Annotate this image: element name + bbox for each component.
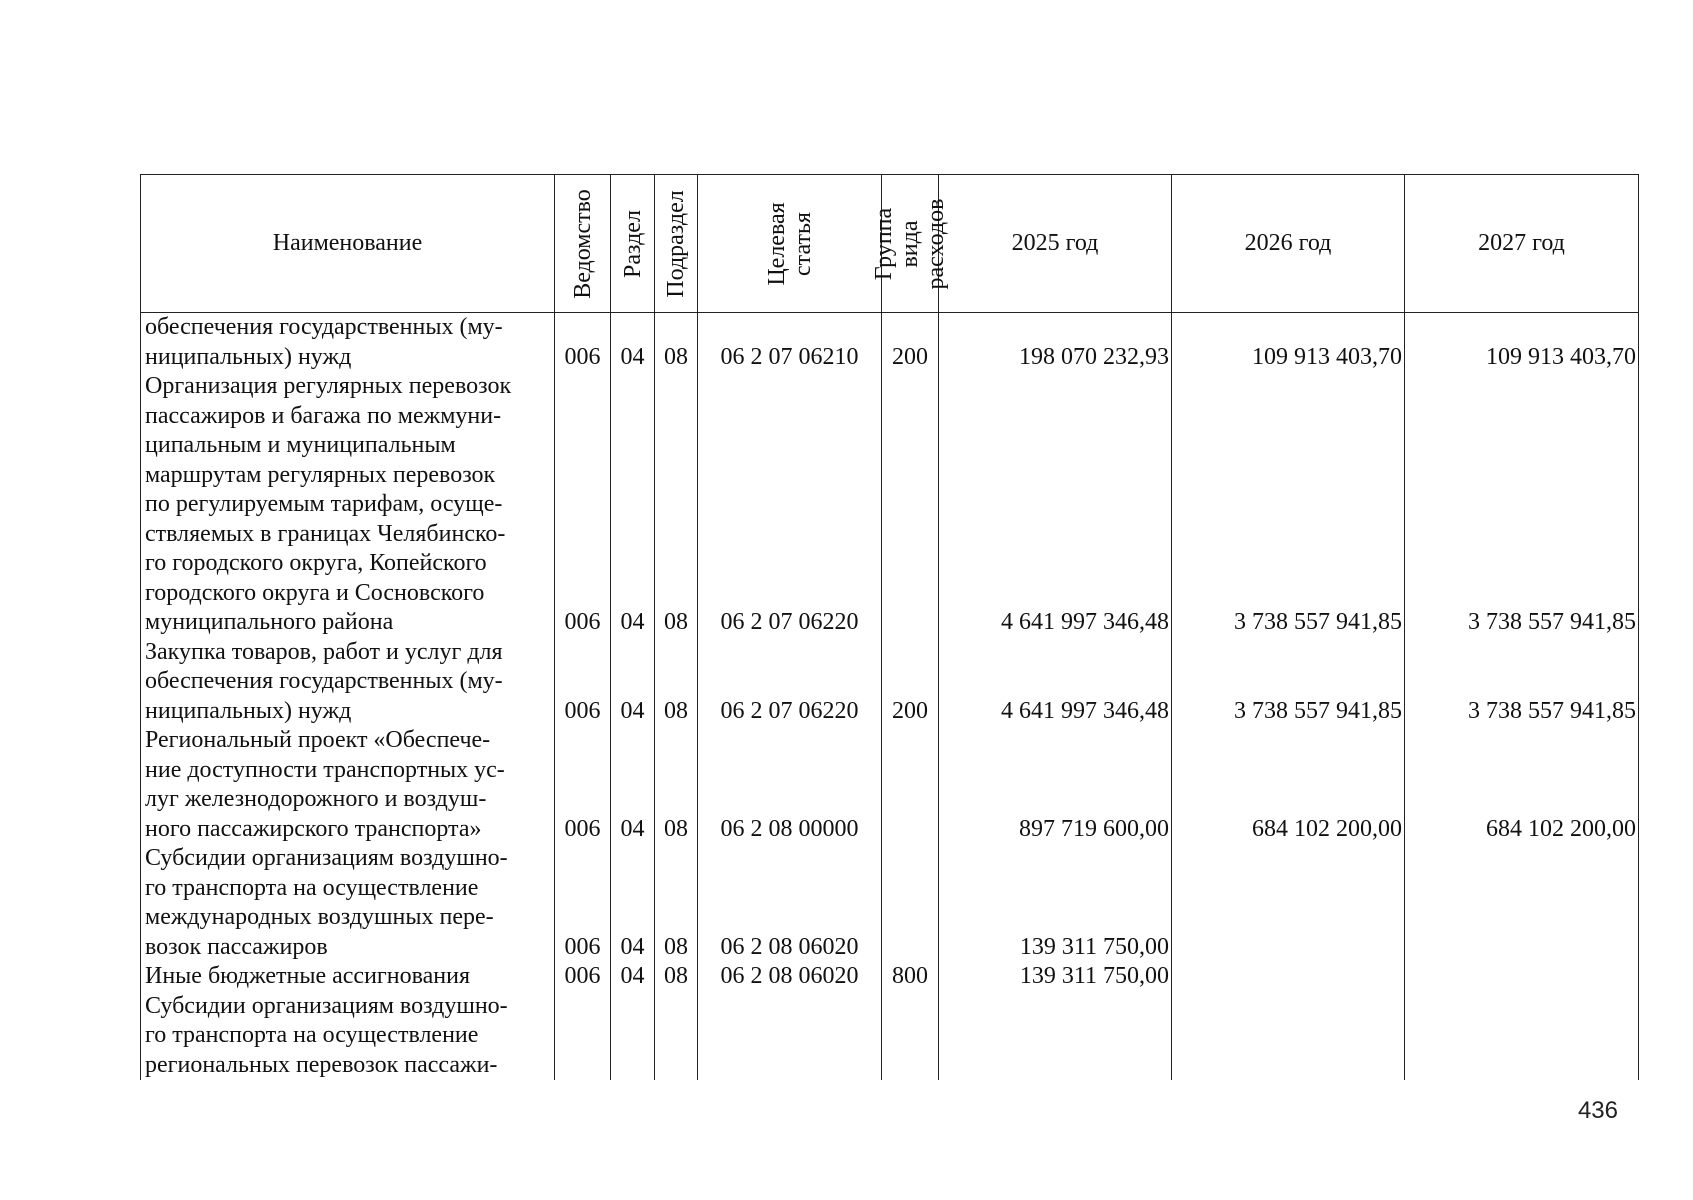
header-year-2027: 2027 год [1405, 175, 1639, 313]
row-name: Организация регулярных перевозок пассажиров и багажа по межмуни- ципальным и муниципальным маршрутам регулярных перевозок по регулируемым тарифам, осуще- ствляемых в границах Челябинско- го городского округа, Копейского городского округа и Сосновского муниципального района [141, 372, 555, 638]
header-expense-group [871, 175, 949, 313]
header-section-label: Раздел [619, 209, 646, 278]
row-section: 04 [611, 726, 655, 844]
row-department: 006 [555, 726, 611, 844]
row-section: 04 [611, 313, 655, 373]
table-row [141, 962, 1639, 992]
row-department: 006 [555, 962, 611, 992]
row-section: 04 [611, 962, 655, 992]
row-department: 006 [555, 844, 611, 962]
row-name: Субсидии организациям воздушно- го транспорта на осуществление региональных перевозок пассажи- [141, 992, 555, 1081]
row-expense-group [882, 992, 939, 1081]
budget-table [140, 174, 1639, 1080]
table-row [141, 638, 1639, 727]
row-department: 006 [555, 372, 611, 638]
row-year-2026 [1172, 992, 1405, 1081]
header-year-2025: 2025 год [939, 175, 1172, 313]
row-year-2026: 3 738 557 941,85 [1172, 638, 1405, 727]
row-year-2025: 198 070 232,93 [939, 313, 1172, 373]
row-section: 04 [611, 372, 655, 638]
row-target-item: 06 2 08 00000 [698, 726, 882, 844]
row-year-2027 [1405, 992, 1639, 1081]
header-year-2026: 2026 год [1172, 175, 1405, 313]
row-year-2027: 684 102 200,00 [1405, 726, 1639, 844]
row-subsection: 08 [655, 962, 698, 992]
row-subsection: 08 [655, 726, 698, 844]
row-year-2026 [1172, 844, 1405, 962]
row-expense-group: 800 [882, 962, 939, 992]
table-row [141, 372, 1639, 638]
row-subsection: 08 [655, 372, 698, 638]
row-subsection [655, 992, 698, 1081]
row-target-item: 06 2 07 06220 [698, 372, 882, 638]
row-name: Закупка товаров, работ и услуг для обеспечения государственных (му- ниципальных) нужд [141, 638, 555, 727]
row-section: 04 [611, 844, 655, 962]
table-row [141, 313, 1639, 373]
row-year-2027: 3 738 557 941,85 [1405, 372, 1639, 638]
table-header-row [141, 175, 1639, 313]
row-year-2027: 3 738 557 941,85 [1405, 638, 1639, 727]
row-department: 006 [555, 638, 611, 727]
row-expense-group [882, 844, 939, 962]
row-expense-group [882, 726, 939, 844]
row-department [555, 992, 611, 1081]
row-section [611, 992, 655, 1081]
row-year-2025: 139 311 750,00 [939, 962, 1172, 992]
header-department-label: Ведомство [569, 188, 596, 299]
row-year-2026: 109 913 403,70 [1172, 313, 1405, 373]
header-target-item-label: Целевая статья [763, 201, 816, 286]
table-row [141, 844, 1639, 962]
row-subsection: 08 [655, 638, 698, 727]
page-number: 436 [1577, 1097, 1618, 1124]
row-target-item: 06 2 08 06020 [698, 844, 882, 962]
row-subsection: 08 [655, 313, 698, 373]
row-name: Региональный проект «Обеспече- ние доступности транспортных ус- луг железнодорожного и воздуш- ного пассажирского транспорта» [141, 726, 555, 844]
row-department: 006 [555, 313, 611, 373]
row-year-2025 [939, 992, 1172, 1081]
header-section [611, 175, 655, 313]
header-subsection [655, 175, 698, 313]
row-expense-group: 200 [882, 638, 939, 727]
header-subsection-label: Подраздел [663, 189, 689, 298]
row-expense-group [882, 372, 939, 638]
row-target-item [698, 992, 882, 1081]
row-year-2027: 109 913 403,70 [1405, 313, 1639, 373]
header-department [555, 175, 611, 313]
row-year-2026 [1172, 962, 1405, 992]
row-year-2027 [1405, 844, 1639, 962]
header-expense-group-label: Группа вида расходов [871, 198, 949, 289]
row-target-item: 06 2 08 06020 [698, 962, 882, 992]
row-year-2025: 4 641 997 346,48 [939, 372, 1172, 638]
row-name: Иные бюджетные ассигнования [141, 962, 555, 992]
table-row [141, 726, 1639, 844]
row-year-2025: 139 311 750,00 [939, 844, 1172, 962]
header-target-item [698, 175, 882, 313]
row-subsection: 08 [655, 844, 698, 962]
row-year-2025: 4 641 997 346,48 [939, 638, 1172, 727]
row-expense-group: 200 [882, 313, 939, 373]
row-year-2027 [1405, 962, 1639, 992]
row-year-2026: 3 738 557 941,85 [1172, 372, 1405, 638]
row-target-item: 06 2 07 06220 [698, 638, 882, 727]
row-target-item: 06 2 07 06210 [698, 313, 882, 373]
row-section: 04 [611, 638, 655, 727]
header-name: Наименование [141, 175, 555, 313]
row-year-2026: 684 102 200,00 [1172, 726, 1405, 844]
row-year-2025: 897 719 600,00 [939, 726, 1172, 844]
row-name: обеспечения государственных (му- ниципальных) нужд [141, 313, 555, 373]
row-name: Субсидии организациям воздушно- го транспорта на осуществление международных воздушных пере- возок пассажиров [141, 844, 555, 962]
table-row [141, 992, 1639, 1081]
